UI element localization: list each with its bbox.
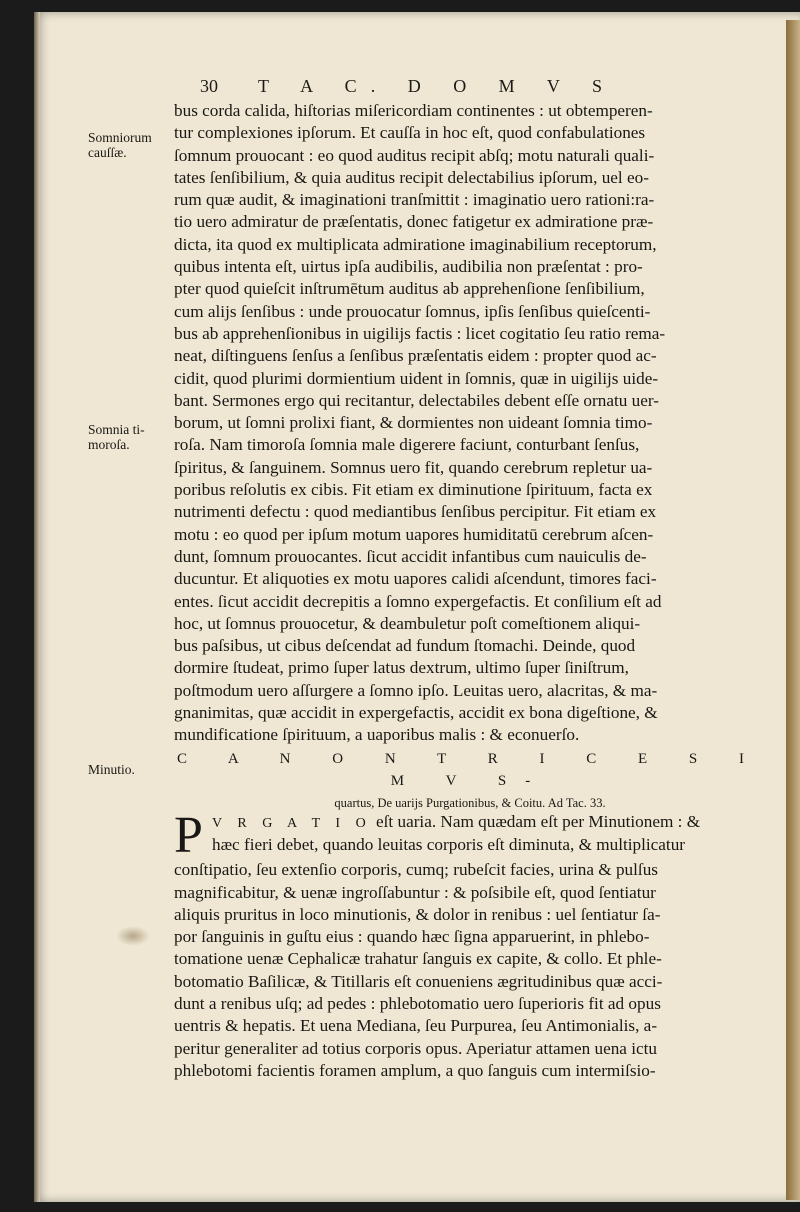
text-line: botomatio Baſilicæ, & Titillaris eſt conueniens ægritudinibus quæ acci-: [174, 971, 663, 991]
text-line: borum, ut ſomni prolixi fiant, & dormientes non uideant ſomnia timo-: [174, 413, 653, 433]
text-line: aliquis pruritus in loco minutionis, & dolor in renibus : uel ſentiatur ſa-: [174, 904, 661, 924]
page-number: 30: [200, 76, 218, 96]
text-line: poſtmodum uero aſſurgere a ſomno ipſo. Leuitas uero, alacritas, & ma-: [174, 680, 658, 700]
text-line: ducuntur. Et aliquoties ex motu uapores calidi aſcendunt, timores faci-: [174, 569, 657, 589]
text-line: tomatione uenæ Cephalicæ trahatur ſanguis ex capite, & collo. Et phle-: [174, 949, 662, 969]
text-line: por ſanguinis in guſtu eius : quando hæc ſigna apparuerint, in phlebo-: [174, 927, 650, 947]
text-line: neat, diſtinguens ſenſus a ſenſibus præſentatis eidem : propter quod ac-: [174, 346, 657, 366]
running-title: T A C. D O M V S: [258, 76, 617, 96]
canon-subheading: quartus, De uarijs Purgationibus, & Coitu. Ad Tac. 33.: [334, 796, 606, 811]
text-line: dunt a renibus uſq; ad pedes : phlebotomatio uero ſuperioris fit ad opus: [174, 993, 661, 1013]
purgatio-word: V R G A T I O: [212, 816, 372, 832]
text-line: gnanimitas, quæ accidit in expergefactis, accidit ex bona digeſtione, &: [174, 703, 658, 723]
text-line: dicta, ita quod ex multiplicata admiratione imaginabilium receptorum,: [174, 234, 657, 254]
paragraph-purgatio: [174, 859, 766, 1082]
text-line: cum alijs ſenſibus : unde prouocatur ſomnus, ipſis ſenſibus quieſcenti-: [174, 301, 651, 321]
text-line: phlebotomi facientis foramen amplum, a quo ſanguis cum intermiſsio-: [174, 1060, 656, 1080]
paragraph-somnus: [174, 100, 766, 747]
text-line: hæc fieri debet, quando leuitas corporis eſt diminuta, & multiplicatur: [212, 834, 686, 854]
margin-note-minutio: Minutio.: [88, 762, 135, 777]
text-line: bus corda calida, hiſtorias miſericordiam continentes : ut obtemperen-: [174, 101, 653, 120]
purgatio-opening: [174, 807, 766, 865]
gutter-shadow: [34, 12, 40, 1202]
text-line: magnificabitur, & uenæ ingroſſabuntur : & poſsibile eſt, quod ſentiatur: [174, 882, 656, 902]
ink-stain: [116, 926, 150, 946]
text-line: bus ab apprehenſionibus in uigilijs factis : licet cogitatio ſeu ratio rema-: [174, 323, 666, 343]
text-line: pter quod quieſcit inſtrumētum auditus ab apprehenſione ſenſibilium,: [174, 279, 645, 299]
text-line: bant. Sermones ergo qui recitantur, delectabiles debent eſſe ornatu uer-: [174, 390, 659, 410]
adjacent-page-edge: [786, 20, 800, 1200]
margin-note-somniorum: Somniorum cauſſæ.: [88, 130, 152, 160]
purgatio-first-line-rest: eſt uaria. Nam quædam eſt per Minutionem : &: [371, 812, 701, 832]
text-line: tur complexiones ipſorum. Et cauſſa in hoc eſt, quod confabulationes: [174, 123, 646, 143]
text-line: bus paſsibus, ut cibus deſcendat ad fundum ſtomachi. Deinde, quod: [174, 636, 636, 656]
text-line: [212, 811, 766, 833]
text-line: ſpiritus, & ſanguinem. Somnus uero fit, quando cerebrum repletur ua-: [174, 457, 653, 477]
text-line: mundificatione ſpirituum, a uaporibus malis : & econuerſo.: [174, 725, 580, 745]
drop-cap: P: [174, 807, 203, 865]
text-line: entes. ſicut accidit decrepitis a ſomno expergefactis. Et conſilium eſt ad: [174, 591, 662, 611]
text-line: quibus intenta eſt, uirtus ipſa audibilis, audibilia non præſentat : pro-: [174, 257, 643, 277]
text-line: ſomnum prouocant : eo quod auditus recipit abſq; motu naturali quali-: [174, 145, 655, 165]
text-line: nutrimenti defectu : quod mediantibus ſenſibus percipitur. Fit etiam ex: [174, 502, 657, 522]
text-line: uentris & hepatis. Et uena Mediana, ſeu Purpurea, ſeu Antimonialis, a-: [174, 1016, 658, 1036]
margin-note-somnia-timorosa: Somnia ti-moroſa.: [88, 422, 145, 452]
running-head: [200, 76, 660, 100]
text-line: tio uero admiratur de præſentatis, donec fatigetur ex admiratione præ-: [174, 212, 654, 232]
text-line: peritur generaliter ad totius corporis opus. Aperiatur attamen uena ictu: [174, 1038, 657, 1058]
text-line: cidit, quod plurimi dormientium uident in ſomnis, quæ in uigilijs uide-: [174, 368, 659, 388]
text-line: hoc, ut ſomnus prouocetur, & deambuletur poſt comeſtionem aliqui-: [174, 613, 641, 633]
main-text-block: [174, 100, 766, 1082]
text-line: dunt, ſomnum prouocantes. ſicut accidit infantibus cum nauiculis de-: [174, 546, 647, 566]
text-line: rum quæ audit, & imaginationi tranſmittit : imaginatio uero rationi:ra-: [174, 190, 655, 210]
text-line: conſtipatio, ſeu extenſio corporis, cumq; rubeſcit facies, urina & pulſus: [174, 860, 658, 880]
text-line: dormire ſtudeat, primo ſuper latus dextrum, ultimo ſuper ſiniſtrum,: [174, 658, 629, 678]
text-line: poribus reſolutis ex cibis. Fit etiam ex diminutione ſpirituum, facta ex: [174, 480, 653, 500]
text-line: tates ſenſibilium, & quia auditus recipit delectabilius ipſorum, uel eo-: [174, 167, 649, 187]
text-line: motu : eo quod per ipſum motum uapores humiditatū cerebrum aſcen-: [174, 524, 654, 544]
text-line: roſa. Nam timoroſa ſomnia male digerere faciunt, conturbant ſenſus,: [174, 435, 640, 455]
canon-heading: C A N O N T R I C E S I M V S-: [176, 750, 764, 789]
